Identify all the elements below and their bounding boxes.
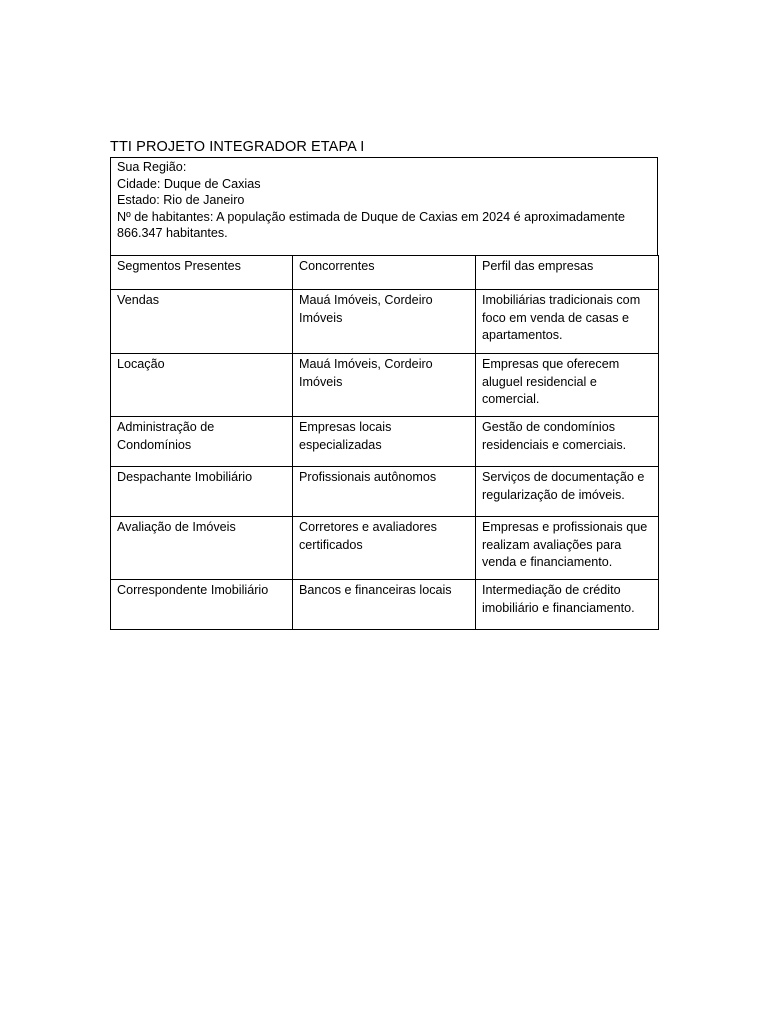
profile-cell: Empresas e profissionais que realizam avaliações para venda e financiamento. <box>476 517 659 580</box>
competitor-cell: Profissionais autônomos <box>293 467 476 517</box>
segment-cell: Locação <box>111 354 293 417</box>
table-header-row <box>111 256 659 290</box>
region-population: Nº de habitantes: A população estimada de Duque de Caxias em 2024 é aproximadamente 866.347 habitantes. <box>117 209 625 240</box>
competitor-cell: Bancos e financeiras locais <box>293 580 476 630</box>
profile-cell: Imobiliárias tradicionais com foco em venda de casas e apartamentos. <box>476 290 659 354</box>
segments-table <box>110 255 659 630</box>
header-cell-profile: Perfil das empresas <box>476 256 659 290</box>
segment-cell: Vendas <box>111 290 293 354</box>
segment-cell: Administração de Condomínios <box>111 417 293 467</box>
header-cell-competitors: Concorrentes <box>293 256 476 290</box>
profile-cell: Empresas que oferecem aluguel residencial e comercial. <box>476 354 659 417</box>
profile-cell: Gestão de condomínios residenciais e comerciais. <box>476 417 659 467</box>
segment-cell: Correspondente Imobiliário <box>111 580 293 630</box>
segment-cell: Despachante Imobiliário <box>111 467 293 517</box>
table-row <box>111 467 659 517</box>
competitor-cell: Mauá Imóveis, Cordeiro Imóveis <box>293 354 476 417</box>
table-row <box>111 354 659 417</box>
document-title: TTI PROJETO INTEGRADOR ETAPA I <box>110 139 365 155</box>
header-cell-segments: Segmentos Presentes <box>111 256 293 290</box>
table-row <box>111 580 659 630</box>
region-state: Estado: Rio de Janeiro <box>117 193 245 207</box>
competitor-cell: Mauá Imóveis, Cordeiro Imóveis <box>293 290 476 354</box>
region-city: Cidade: Duque de Caxias <box>117 176 261 191</box>
region-info-box <box>110 157 658 256</box>
table-row <box>111 290 659 354</box>
segment-cell: Avaliação de Imóveis <box>111 517 293 580</box>
region-heading: Sua Região: <box>117 160 187 174</box>
table-row <box>111 417 659 467</box>
competitor-cell: Corretores e avaliadores certificados <box>293 517 476 580</box>
profile-cell: Serviços de documentação e regularização de imóveis. <box>476 467 659 517</box>
profile-cell: Intermediação de crédito imobiliário e financiamento. <box>476 580 659 630</box>
table-row <box>111 517 659 580</box>
competitor-cell: Empresas locais especializadas <box>293 417 476 467</box>
